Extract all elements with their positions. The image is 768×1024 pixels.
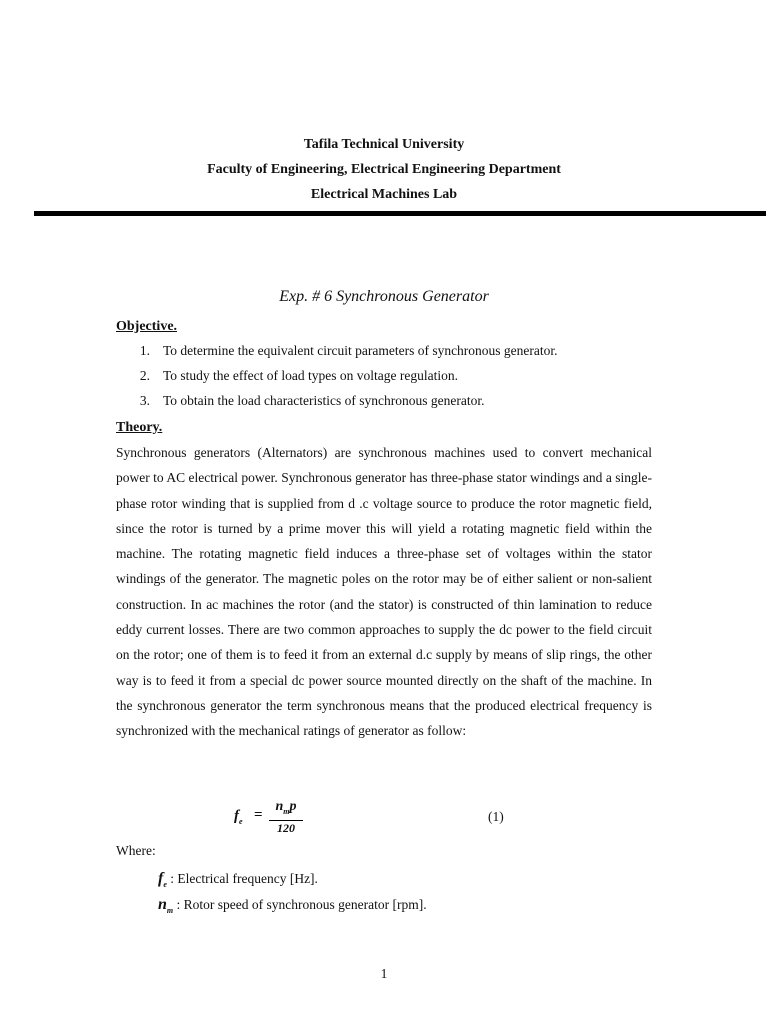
equation-fraction xyxy=(268,798,304,835)
equation-lhs: $f_e$ xyxy=(234,808,243,826)
lab-name: Electrical Machines Lab xyxy=(310,187,458,202)
definition-text: : Rotor speed of synchronous generator [rpm]. xyxy=(173,897,427,912)
where-label: Where: xyxy=(116,843,156,858)
definition-symbol: $n_m$ xyxy=(158,896,174,916)
list-item-text: To determine the equivalent circuit parameters of synchronous generator. xyxy=(163,343,558,358)
list-item xyxy=(116,341,558,366)
definition-symbol: $f_e$ xyxy=(158,870,167,890)
equation-numerator: $n_mp$ xyxy=(275,799,297,816)
list-item xyxy=(116,366,558,391)
equation-equals: = xyxy=(254,807,263,823)
list-item xyxy=(116,391,558,416)
objectives-list xyxy=(116,341,558,416)
faculty-name: Faculty of Engineering, Electrical Engineering Department xyxy=(207,162,561,177)
equation-denominator: 120 xyxy=(277,820,295,835)
experiment-title: Exp. # 6 Synchronous Generator xyxy=(279,288,489,305)
equation-number: (1) xyxy=(488,809,504,824)
definition-fe xyxy=(158,870,318,889)
list-item-number: 2. xyxy=(139,368,150,383)
objective-heading: Objective. xyxy=(116,319,178,334)
definition-text: : Electrical frequency [Hz]. xyxy=(166,871,318,886)
header-divider xyxy=(34,211,766,216)
list-item-text: To study the effect of load types on voltage regulation. xyxy=(163,368,458,383)
theory-heading: Theory. xyxy=(116,420,163,435)
university-name: Tafila Technical University xyxy=(303,137,465,152)
list-item-text: To obtain the load characteristics of synchronous generator. xyxy=(163,393,485,408)
page-number: 1 xyxy=(380,966,388,981)
definition-nm xyxy=(158,896,427,915)
theory-paragraph: Synchronous generators (Alternators) are synchronous machines used to convert mechanical power to AC electrical power. Synchronous generator has three-phase stator windings and a single-phase rotor winding that is supplied from d .c voltage source to produce the rotor magnetic field, since the rotor is turned by a prime mover this will yield a rotating magnetic field within the machine. The rotating magnetic field induces a three-phase set of voltages within the stator windings of the generator. The magnetic poles on the rotor may be of either salient or non-salient construction. In ac machines the rotor (and the stator) is constructed of thin lamination to reduce eddy current losses. There are two common approaches to supply the dc power to the field circuit on the rotor; one of them is to feed it from an external d.c supply by means of slip rings, the other way is to feed it from a special dc power source mounted directly on the shaft of the machine. In the synchronous generator the term synchronous means that the produced electrical frequency is synchronized with the mechanical ratings of generator as follow: xyxy=(116,445,652,739)
list-item-number: 3. xyxy=(139,393,150,408)
list-item-number: 1. xyxy=(139,343,150,358)
